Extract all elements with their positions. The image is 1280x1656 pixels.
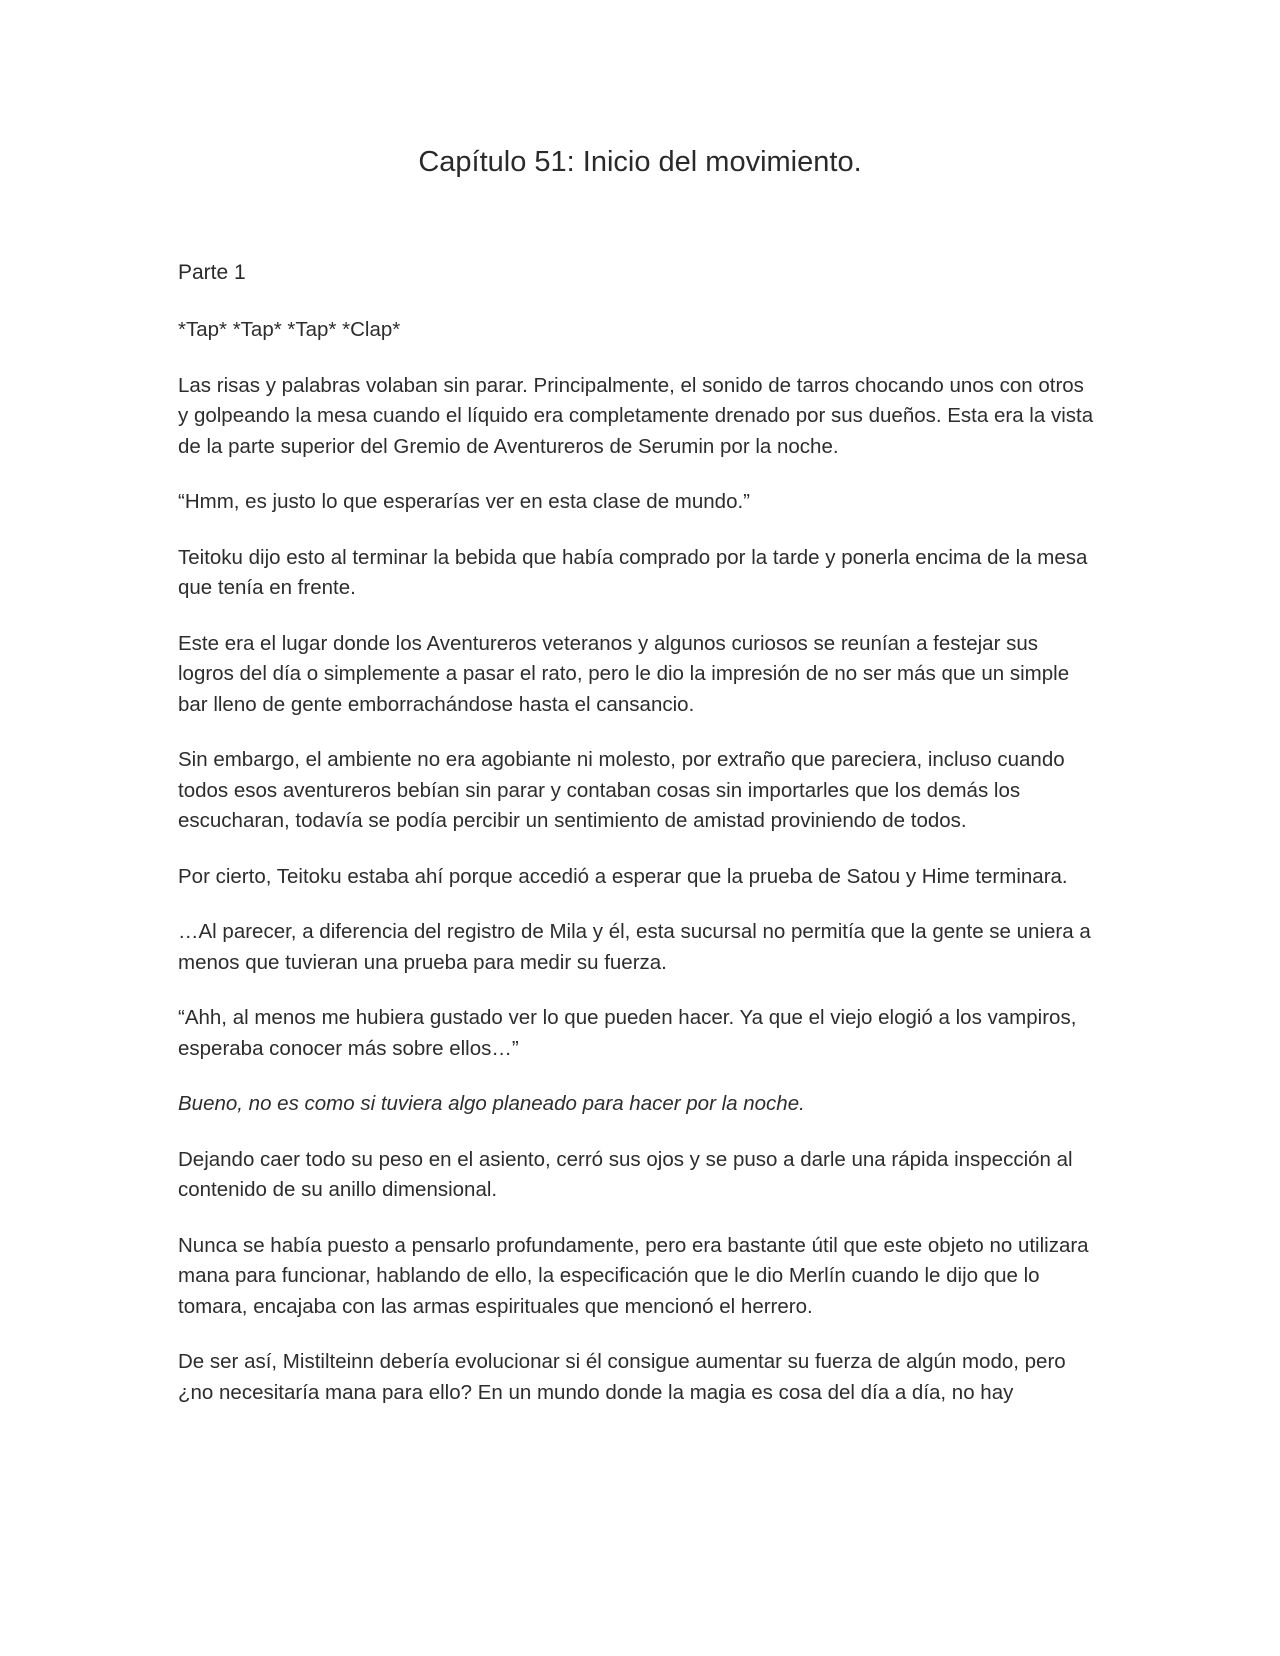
paragraph: Nunca se había puesto a pensarlo profundamente, pero era bastante útil que este objeto no utilizara mana para funcionar, hablando de ello, la especificación que le dio Merlín cuando le dijo que lo tomara, encajaba con las armas espirituales que mencionó el herrero.: [178, 1233, 1089, 1318]
paragraph-italic-thought: Bueno, no es como si tuviera algo planeado para hacer por la noche.: [178, 1092, 805, 1115]
paragraph: De ser así, Mistilteinn debería evolucionar si él consigue aumentar su fuerza de algún modo, pero ¿no necesitaría mana para ello? En un mundo donde la magia es cosa del día a día, no hay: [178, 1350, 1066, 1404]
document-body: [178, 258, 1098, 1433]
paragraph: Este era el lugar donde los Aventureros veteranos y algunos curiosos se reunían a festejar sus logros del día o simplemente a pasar el rato, pero le dio la impresión de no ser más que un simple bar lleno de gente emborrachándose hasta el cansancio.: [178, 631, 1070, 716]
paragraph: “Hmm, es justo lo que esperarías ver en esta clase de mundo.”: [178, 490, 750, 513]
chapter-title: Capítulo 51: Inicio del movimiento.: [418, 146, 862, 178]
paragraph: Sin embargo, el ambiente no era agobiante ni molesto, por extraño que pareciera, incluso cuando todos esos aventureros bebían sin parar y contaban cosas sin importarles que los demás los escucharan, todavía se podía percibir un sentimiento de amistad proviniendo de todos.: [178, 748, 1065, 832]
paragraph: …Al parecer, a diferencia del registro de Mila y él, esta sucursal no permitía que la gente se uniera a menos que tuvieran una prueba para medir su fuerza.: [178, 920, 1091, 974]
paragraph: Teitoku dijo esto al terminar la bebida que había comprado por la tarde y ponerla encima de la mesa que tenía en frente.: [178, 545, 1088, 599]
paragraph: Dejando caer todo su peso en el asiento, cerró sus ojos y se puso a darle una rápida inspección al contenido de su anillo dimensional.: [178, 1147, 1073, 1201]
paragraph: *Tap* *Tap* *Tap* *Clap*: [178, 318, 401, 341]
section-heading: Parte 1: [178, 261, 246, 284]
paragraph: Por cierto, Teitoku estaba ahí porque accedió a esperar que la prueba de Satou y Hime terminara.: [178, 864, 1068, 888]
paragraph: Las risas y palabras volaban sin parar. Principalmente, el sonido de tarros chocando unos con otros y golpeando la mesa cuando el líquido era completamente drenado por sus dueños. Esta era la vista de la parte superior del Gremio de Aventureros de Serumin por la noche.: [178, 373, 1094, 458]
paragraph: “Ahh, al menos me hubiera gustado ver lo que pueden hacer. Ya que el viejo elogió a los vampiros, esperaba conocer más sobre ellos…”: [178, 1006, 1077, 1060]
